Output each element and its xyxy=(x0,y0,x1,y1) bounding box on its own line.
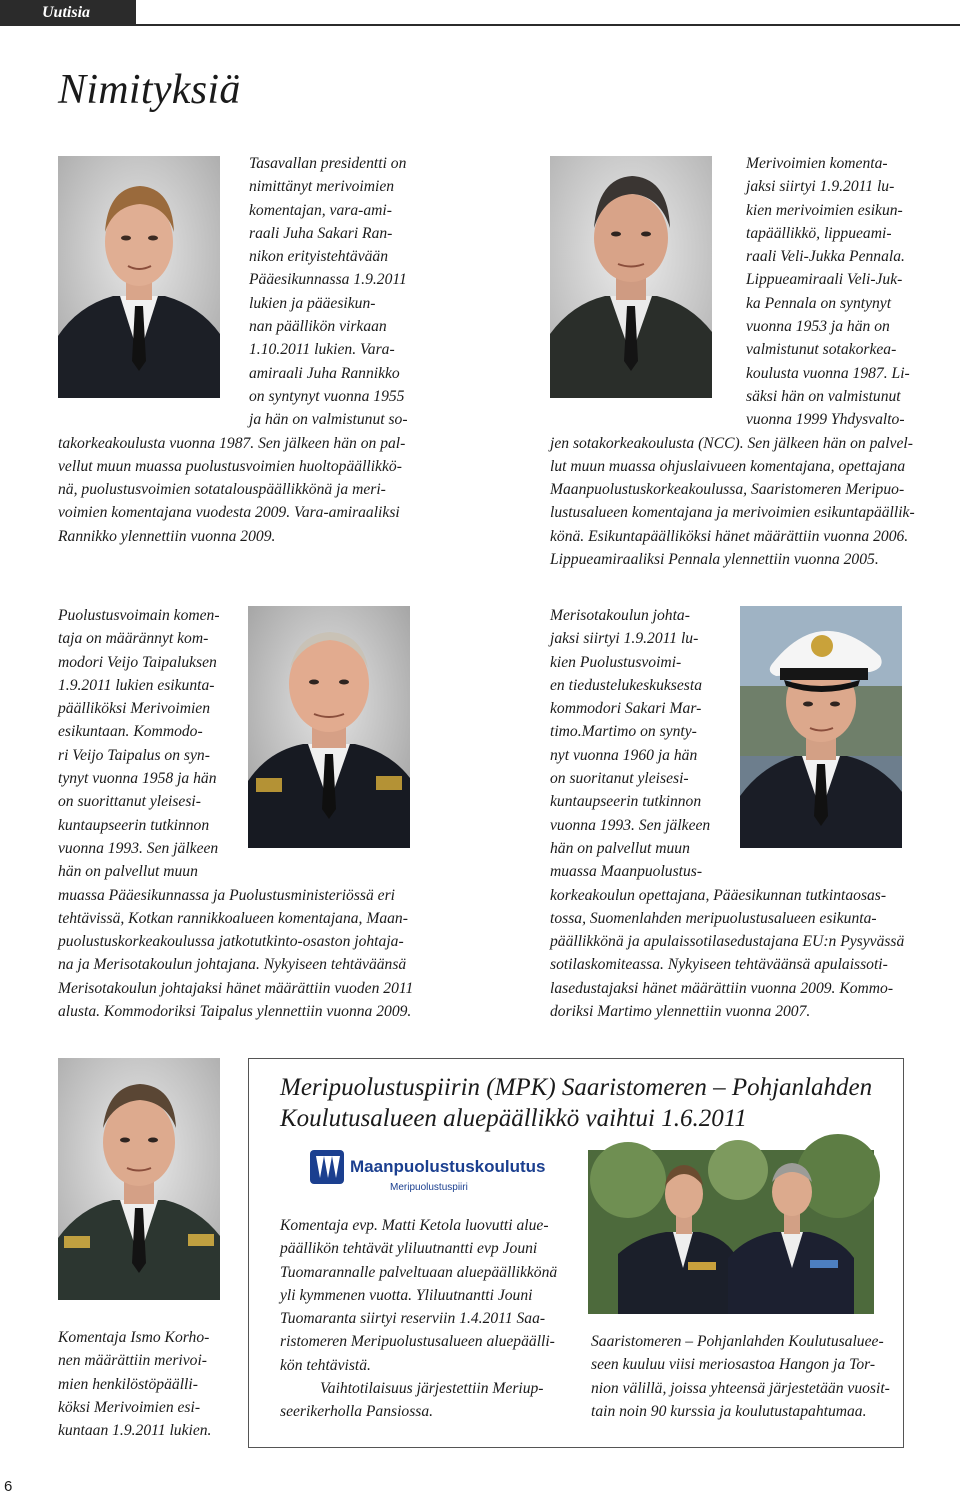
text-line: seen kuuluu viisi meriosastoa Hangon ja Tor- xyxy=(591,1356,876,1374)
text-line: nan päällikön virkaan xyxy=(249,318,387,336)
text-line: lukien ja pääesikun- xyxy=(249,294,376,312)
text-line: tain noin 90 kurssia ja koulutustapahtumaa. xyxy=(591,1402,867,1420)
text-line: amiraali Juha Rannikko xyxy=(249,364,400,382)
text-line: seerikerholla Pansiossa. xyxy=(280,1403,434,1421)
text-line: kön tehtävistä. xyxy=(280,1356,371,1374)
text-line: raali Veli-Jukka Pennala. xyxy=(746,248,905,266)
text-line: päällikkönä ja apulaissotilasedustajana EU:n Pysyvässä xyxy=(550,933,905,951)
text-line: muassa Pääesikunnassa ja Puolustusministeriössä eri xyxy=(58,886,396,904)
text-line: tynyt vuonna 1958 ja hän xyxy=(58,770,217,788)
text-line: tehtävissä, Kotkan rannikkoalueen komentajana, Maan- xyxy=(58,909,408,927)
article-rannikko xyxy=(0,152,480,548)
text-line: kuntaan 1.9.2011 lukien. xyxy=(58,1422,212,1440)
text-line: tapäällikkö, lippueami- xyxy=(746,224,892,242)
text-line: jaksi siirtyi 1.9.2011 lu- xyxy=(746,178,895,196)
text-line: kuntaupseerin tutkinnon xyxy=(550,793,702,811)
text-line: modori Veijo Taipaluksen xyxy=(58,653,217,671)
text-line: vellut muun muassa puolustusvoimien huoltopäällikkö- xyxy=(58,457,402,475)
text-line: tossa, Suomenlahden meripuolustusalueen esikunta- xyxy=(550,909,877,927)
text-line: taja on määrännyt kom- xyxy=(58,630,209,648)
photo-mpk-officers xyxy=(588,1150,874,1314)
text-line: ristomeren Meripuolustusalueen aluepäälli- xyxy=(280,1333,555,1351)
text-line: on suoritanut yleisesi- xyxy=(550,770,689,788)
text-line: nyt vuonna 1960 ja hän xyxy=(550,746,698,764)
text-line: päälliköksi Merivoimien xyxy=(58,700,211,718)
text-line: hän on palvellut muun xyxy=(550,839,690,857)
article-pennala xyxy=(550,152,950,571)
section-label: Uutisia xyxy=(0,0,136,26)
text-line: Merisotakoulun johta- xyxy=(550,607,690,624)
text-line: Pääesikunnassa 1.9.2011 xyxy=(249,271,407,289)
photo-korhonen xyxy=(58,1058,220,1300)
text-line: köksi Merivoimien esi- xyxy=(58,1398,201,1416)
text-line: sotilaskomiteassa. Nykyiseen tehtäväänsä apulaissoti- xyxy=(550,956,888,974)
mpk-box-title xyxy=(280,1072,872,1134)
text-line: yli kymmenen vuotta. Yliluutnantti Jouni xyxy=(280,1286,533,1304)
article-taipalus xyxy=(58,604,478,1023)
text-line: vuonna 1999 Yhdysvalto- xyxy=(746,411,905,429)
text-line: esikuntaan. Kommodo- xyxy=(58,723,203,741)
text-line: päällikön tehtävät yliluutnantti evp Jouni xyxy=(280,1240,538,1258)
text-line: Komentaja Ismo Korho- xyxy=(58,1329,210,1346)
text-line: vuonna 1993. Sen jälkeen xyxy=(550,816,711,834)
text-line: nion välillä, joissa yhteensä järjestetään vuosit- xyxy=(591,1379,890,1397)
text-line: koulusta vuonna 1987. Li- xyxy=(746,364,910,382)
mpk-photo-caption xyxy=(591,1330,891,1423)
text-line: nen määrättiin merivoi- xyxy=(58,1352,207,1370)
text-line: en tiedustelukeskuksesta xyxy=(550,676,702,694)
text-line: jen sotakorkeakoulusta (NCC). Sen jälkeen hän on palvel- xyxy=(550,434,913,452)
logo-sub: Meripuolustuspiiri xyxy=(390,1182,468,1193)
text-line: voimien komentajana vuodesta 2009. Vara-amiraaliksi xyxy=(58,504,400,522)
text-line: nimittänyt merivoimien xyxy=(249,178,395,196)
text-line: Lippueamiraaliksi Pennala ylennettiin vuonna 2005. xyxy=(550,551,879,569)
text-line: Tasavallan presidentti on xyxy=(249,155,407,172)
text-line: alusta. Kommodoriksi Taipalus ylennettiin vuonna 2009. xyxy=(58,1003,412,1021)
mpk-body xyxy=(280,1214,580,1424)
text-line: könä. Esikuntapäälliköksi hänet määrättiin vuonna 2006. xyxy=(550,527,909,545)
text-line: lut muun muassa ohjuslaivueen komentajana, opettajana xyxy=(550,457,906,475)
caption-korhonen xyxy=(58,1326,238,1442)
text-line: Puolustusvoimain komen- xyxy=(58,607,220,624)
text-line: Rannikko ylennettiin vuonna 2009. xyxy=(58,527,276,545)
text-line: Tuomaranta siirtyi reserviin 1.4.2011 Saa- xyxy=(280,1310,546,1328)
text-line: raali Juha Sakari Ran- xyxy=(249,224,393,242)
page-title: Nimityksiä xyxy=(58,67,241,113)
maanpuolustuskoulutus-logo xyxy=(310,1148,546,1198)
text-line: mien henkilöstöpäälli- xyxy=(58,1375,198,1393)
text-line: Maanpuolustuskorkeakoulussa, Saaristomeren Meripuo- xyxy=(550,481,905,499)
text-line: 1.10.2011 lukien. Vara- xyxy=(249,341,395,359)
text-line: on syntynyt vuonna 1955 xyxy=(249,387,405,405)
text-line: timo.Martimo on synty- xyxy=(550,723,697,741)
text-line: na ja Merisotakoulun johtajana. Nykyiseen tehtäväänsä xyxy=(58,956,407,974)
text-line: kommodori Sakari Mar- xyxy=(550,700,702,718)
text-line: vuonna 1993. Sen jälkeen xyxy=(58,839,219,857)
text-line: takorkeakoulusta vuonna 1987. Sen jälkeen hän on pal- xyxy=(58,434,406,452)
text-line: korkeakoulun opettajana, Pääesikunnan tutkintaosas- xyxy=(550,886,887,904)
text-line: ka Pennala on syntynyt xyxy=(746,294,892,312)
text-line: on suorittanut yleisesi- xyxy=(58,793,201,811)
text-line: lasedustajaksi hänet määrättiin vuonna 2009. Kommo- xyxy=(550,979,894,997)
text-line: jaksi siirtyi 1.9.2011 lu- xyxy=(550,630,699,648)
page-number: 6 xyxy=(4,1478,13,1495)
logo-name: Maanpuolustuskoulutus xyxy=(350,1157,546,1176)
text-line: ri Veijo Taipalus on syn- xyxy=(58,746,210,764)
text-line: Tuomarannalle palveltuaan aluepäällikkönä xyxy=(280,1263,558,1281)
text-line: Merivoimien komenta- xyxy=(746,155,888,172)
title-line: Meripuolustuspiirin (MPK) Saaristomeren – Pohjanlahden xyxy=(280,1074,873,1101)
text-line: Vaihtotilaisuus järjestettiin Meriup- xyxy=(320,1380,544,1398)
text-line: Komentaja evp. Matti Ketola luovutti alue- xyxy=(280,1217,549,1234)
title-line: Koulutusalueen aluepäällikkö vaihtui 1.6.2011 xyxy=(280,1105,747,1132)
text-line: säksi hän on valmistunut xyxy=(746,387,901,405)
text-line: Merisotakoulun johtajaksi hänet määrättiin vuoden 2011 xyxy=(58,979,414,997)
text-line: ja hän on valmistunut so- xyxy=(249,411,408,429)
text-line: vuonna 1953 ja hän on xyxy=(746,318,890,336)
text-line: 1.9.2011 lukien esikunta- xyxy=(58,676,215,694)
text-line: Lippueamiraali Veli-Juk- xyxy=(746,271,903,289)
text-line: puolustuskorkeakoulussa jatkotutkinto-osaston johtaja- xyxy=(58,933,404,951)
text-line: lustusalueen komentajana ja merivoimien esikuntapäällik- xyxy=(550,504,915,522)
header-rule xyxy=(136,24,960,26)
text-line: Saaristomeren – Pohjanlahden Koulutusaluee- xyxy=(591,1333,884,1350)
text-line: hän on palvellut muun xyxy=(58,863,198,881)
text-line: kuntaupseerin tutkinnon xyxy=(58,816,210,834)
text-line: kien merivoimien esikun- xyxy=(746,201,903,219)
text-line: nikon erityistehtävään xyxy=(249,248,389,266)
text-line: komentajan, vara-ami- xyxy=(249,201,392,219)
article-martimo xyxy=(550,604,950,1023)
text-line: kien Puolustusvoimi- xyxy=(550,653,682,671)
text-line: muassa Maanpuolustus- xyxy=(550,863,703,881)
text-line: nä, puolustusvoimien sotatalouspäällikkönä ja meri- xyxy=(58,481,386,499)
text-line: valmistunut sotakorkea- xyxy=(746,341,897,359)
text-line: doriksi Martimo ylennettiin vuonna 2007. xyxy=(550,1003,811,1021)
